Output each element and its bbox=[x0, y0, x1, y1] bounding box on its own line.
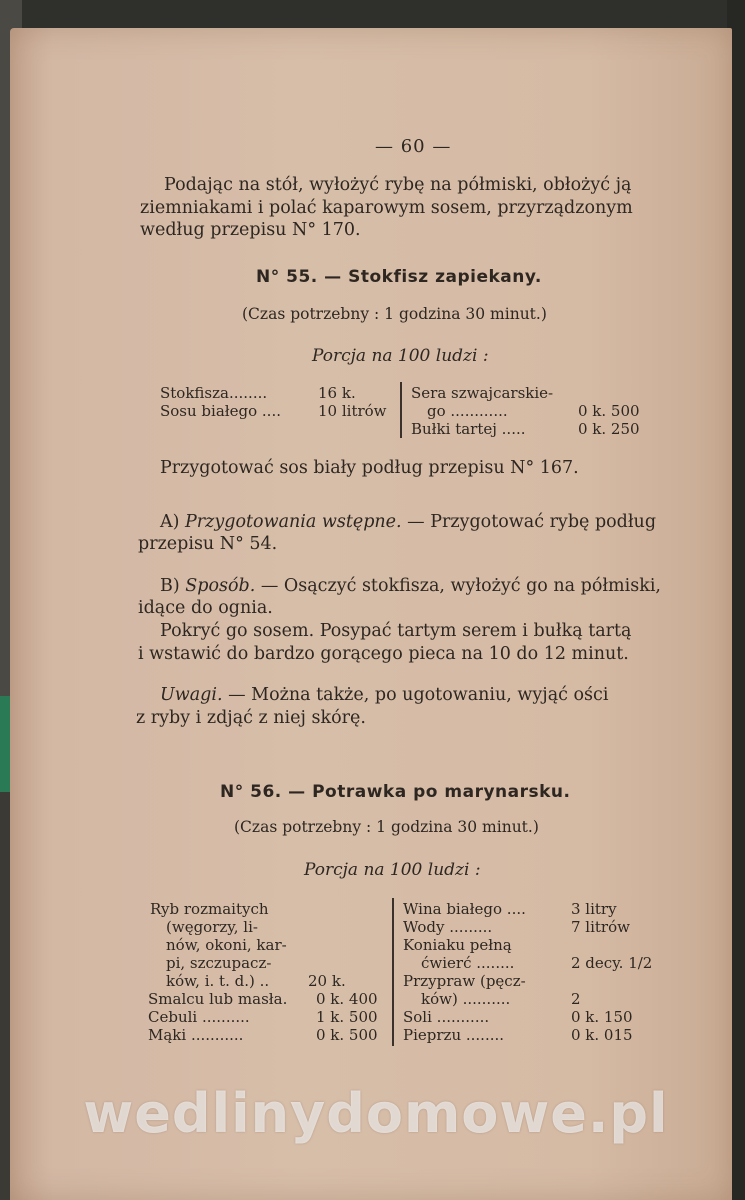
ingredient-name: Bułki tartej ..... bbox=[411, 420, 526, 438]
ingredient-qty: 0 k. 500 bbox=[578, 402, 640, 420]
ingredient-name: ków, i. t. d.) .. bbox=[166, 972, 270, 990]
ingredient-qty: 16 k. bbox=[318, 384, 356, 402]
recipe-55-portion: Porcja na 100 ludzi : bbox=[312, 346, 489, 366]
intro-line: ziemniakami i polać kaparowym sosem, przyrządzonym bbox=[140, 198, 633, 218]
step-label: A) bbox=[160, 512, 186, 532]
table-divider bbox=[400, 382, 402, 438]
ingredient-name: Stokfisza........ bbox=[160, 384, 268, 402]
table-divider bbox=[392, 898, 394, 1046]
recipe-56-time: (Czas potrzebny : 1 godzina 30 minut.) bbox=[234, 818, 539, 836]
notes-text: — Można także, po ugotowaniu, wyjąć ości bbox=[222, 685, 609, 705]
ingredient-name: Sera szwajcarskie- bbox=[411, 384, 554, 402]
ingredient-name: Pieprzu ........ bbox=[403, 1026, 505, 1044]
step-label: B) bbox=[160, 576, 186, 596]
step-text: przepisu N° 54. bbox=[138, 534, 278, 554]
ingredient-name: Smalcu lub masła. bbox=[148, 990, 288, 1008]
step-text: idące do ognia. bbox=[138, 598, 273, 618]
ingredient-qty: 2 decy. 1/2 bbox=[571, 954, 653, 972]
ingredient-name: Wina białego .... bbox=[403, 900, 526, 918]
intro-line: według przepisu N° 170. bbox=[140, 220, 361, 240]
ingredient-name: Sosu białego .... bbox=[160, 402, 281, 420]
ingredient-qty: 0 k. 400 bbox=[316, 990, 378, 1008]
step-title: Przygotowania wstępne. bbox=[185, 512, 402, 532]
ingredient-qty: 0 k. 500 bbox=[316, 1026, 378, 1044]
ingredient-qty: 0 k. 150 bbox=[571, 1008, 633, 1026]
recipe-55-time: (Czas potrzebny : 1 godzina 30 minut.) bbox=[242, 305, 547, 323]
book-page bbox=[10, 28, 732, 1200]
recipe-56-title: N° 56. — Potrawka po marynarsku. bbox=[220, 782, 571, 802]
ingredient-qty: 3 litry bbox=[571, 900, 617, 918]
ingredient-name: ków) .......... bbox=[421, 990, 511, 1008]
recipe-55-title: N° 55. — Stokfisz zapiekany. bbox=[256, 267, 542, 287]
ingredient-qty: 20 k. bbox=[308, 972, 346, 990]
ingredient-qty: 2 bbox=[571, 990, 581, 1008]
ingredient-qty: 7 litrów bbox=[571, 918, 630, 936]
notes-text: z ryby i zdjąć z niej skórę. bbox=[136, 708, 366, 728]
ingredient-name: Przypraw (pęcz- bbox=[403, 972, 526, 990]
step-text: i wstawić do bardzo gorącego pieca na 10 do 12 minut. bbox=[138, 644, 629, 664]
recipe-55-step-a bbox=[160, 512, 656, 533]
recipe-55-prep: Przygotować sos biały podług przepisu N° 167. bbox=[160, 458, 579, 478]
ingredient-name: Wody ......... bbox=[403, 918, 493, 936]
ingredient-name: Koniaku pełną bbox=[403, 936, 512, 954]
step-title: Sposób. bbox=[185, 576, 256, 596]
watermark: wedlinydomowe.pl bbox=[83, 1082, 669, 1145]
step-text: — Osączyć stokfisza, wyłożyć go na półmiski, bbox=[255, 576, 661, 596]
ingredient-name: Ryb rozmaitych bbox=[150, 900, 269, 918]
ingredient-name: (węgorzy, li- bbox=[166, 918, 258, 936]
ingredient-name: Soli ........... bbox=[403, 1008, 490, 1026]
step-text: — Przygotować rybę podług bbox=[401, 512, 657, 532]
step-text: Pokryć go sosem. Posypać tartym serem i bułką tartą bbox=[160, 621, 632, 641]
intro-line: Podając na stół, wyłożyć rybę na półmiski, obłożyć ją bbox=[164, 175, 632, 195]
ingredient-name: Mąki ........... bbox=[148, 1026, 244, 1044]
ingredient-qty: 1 k. 500 bbox=[316, 1008, 378, 1026]
ingredient-name: Cebuli .......... bbox=[148, 1008, 250, 1026]
recipe-56-portion: Porcja na 100 ludzi : bbox=[304, 860, 481, 880]
notes-title: Uwagi. bbox=[160, 685, 223, 705]
ingredient-name: pi, szczupacz- bbox=[166, 954, 272, 972]
recipe-55-step-b bbox=[160, 576, 661, 597]
ingredient-name: ćwierć ........ bbox=[421, 954, 515, 972]
ingredient-name: nów, okoni, kar- bbox=[166, 936, 287, 954]
page-number: — 60 — bbox=[375, 136, 452, 157]
ingredient-name: go ............ bbox=[427, 402, 508, 420]
ingredient-qty: 0 k. 015 bbox=[571, 1026, 633, 1044]
ingredient-qty: 10 litrów bbox=[318, 402, 387, 420]
ingredient-qty: 0 k. 250 bbox=[578, 420, 640, 438]
recipe-55-notes bbox=[160, 685, 608, 706]
